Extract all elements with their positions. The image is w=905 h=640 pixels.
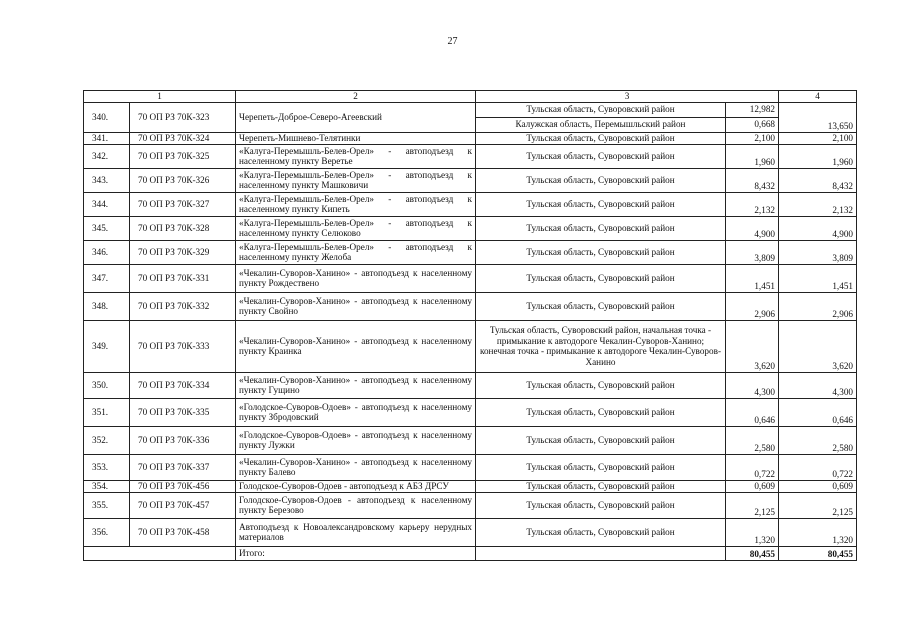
road-region: Тульская область, Суворовский район — [476, 518, 726, 546]
road-total: 0,722 — [779, 454, 857, 480]
row-number: 352. — [84, 426, 130, 454]
road-name: «Калуга-Перемышль-Белев-Орел» - автоподъезд к населенному пункту Желоба — [236, 240, 476, 264]
totals-total: 80,455 — [779, 546, 857, 560]
road-total: 8,432 — [779, 168, 857, 192]
totals-empty-region — [476, 546, 726, 560]
road-length: 1,320 — [726, 518, 779, 546]
road-length: 4,900 — [726, 216, 779, 240]
totals-row — [84, 546, 857, 560]
totals-empty — [84, 546, 236, 560]
road-region: Тульская область, Суворовский район — [476, 132, 726, 144]
road-total: 1,320 — [779, 518, 857, 546]
road-length: 0,722 — [726, 454, 779, 480]
road-length: 2,125 — [726, 492, 779, 518]
row-number: 344. — [84, 192, 130, 216]
road-length: 8,432 — [726, 168, 779, 192]
road-region: Тульская область, Суворовский район — [476, 102, 726, 117]
road-total: 1,451 — [779, 264, 857, 292]
road-region: Тульская область, Суворовский район — [476, 192, 726, 216]
road-total: 2,580 — [779, 426, 857, 454]
road-code: 70 ОП РЗ 70К-337 — [130, 454, 236, 480]
road-total: 4,300 — [779, 372, 857, 398]
road-region: Калужская область, Перемышльский район — [476, 117, 726, 132]
road-name: Черепеть-Мишнево-Телятинки — [236, 132, 476, 144]
road-total: 2,132 — [779, 192, 857, 216]
road-region: Тульская область, Суворовский район — [476, 264, 726, 292]
row-number: 346. — [84, 240, 130, 264]
table-row — [84, 292, 857, 320]
road-code: 70 ОП РЗ 70К-457 — [130, 492, 236, 518]
road-total: 2,906 — [779, 292, 857, 320]
row-number: 341. — [84, 132, 130, 144]
road-length: 0,609 — [726, 480, 779, 492]
road-region: Тульская область, Суворовский район — [476, 454, 726, 480]
road-code: 70 ОП РЗ 70К-333 — [130, 320, 236, 372]
table-row — [84, 398, 857, 426]
road-length: 1,960 — [726, 144, 779, 168]
row-number: 354. — [84, 480, 130, 492]
road-name: «Чекалин-Суворов-Ханино» - автоподъезд к населенному пункту Рождествено — [236, 264, 476, 292]
road-total: 0,646 — [779, 398, 857, 426]
row-number: 343. — [84, 168, 130, 192]
road-code: 70 ОП РЗ 70К-325 — [130, 144, 236, 168]
totals-label: Итого: — [236, 546, 476, 560]
row-number: 355. — [84, 492, 130, 518]
header-col-4: 4 — [779, 91, 857, 103]
table-row — [84, 426, 857, 454]
road-code: 70 ОП РЗ 70К-332 — [130, 292, 236, 320]
road-region: Тульская область, Суворовский район — [476, 292, 726, 320]
road-length: 2,580 — [726, 426, 779, 454]
table-row — [84, 132, 857, 144]
road-total: 2,100 — [779, 132, 857, 144]
road-region: Тульская область, Суворовский район — [476, 426, 726, 454]
road-name: «Калуга-Перемышль-Белев-Орел» - автоподъезд к населенному пункту Машковичи — [236, 168, 476, 192]
road-length: 0,668 — [726, 117, 779, 132]
roads-table — [83, 90, 857, 561]
header-col-3: 3 — [476, 91, 779, 103]
table-row — [84, 144, 857, 168]
table-row — [84, 192, 857, 216]
road-length: 3,620 — [726, 320, 779, 372]
road-total: 0,609 — [779, 480, 857, 492]
road-name: «Чекалин-Суворов-Ханино» - автоподъезд к населенному пункту Свойно — [236, 292, 476, 320]
road-length: 2,906 — [726, 292, 779, 320]
road-code: 70 ОП РЗ 70К-336 — [130, 426, 236, 454]
road-length: 3,809 — [726, 240, 779, 264]
road-code: 70 ОП РЗ 70К-329 — [130, 240, 236, 264]
road-name: «Калуга-Перемышль-Белев-Орел» - автоподъезд к населенному пункту Веретье — [236, 144, 476, 168]
road-name: Голодское-Суворов-Одоев - автоподъезд к АБЗ ДРСУ — [236, 480, 476, 492]
road-region: Тульская область, Суворовский район — [476, 480, 726, 492]
road-name: «Голодское-Суворов-Одоев» - автоподъезд к населенному пункту Збродовский — [236, 398, 476, 426]
road-total: 3,620 — [779, 320, 857, 372]
road-code: 70 ОП РЗ 70К-326 — [130, 168, 236, 192]
table-row — [84, 492, 857, 518]
table-row — [84, 240, 857, 264]
table-row — [84, 320, 857, 372]
row-number: 351. — [84, 398, 130, 426]
road-name: «Чекалин-Суворов-Ханино» - автоподъезд к населенному пункту Краинка — [236, 320, 476, 372]
road-region: Тульская область, Суворовский район, начальная точка - примыкание к автодороге Чекалин-Суворов-Ханино; конечная точка - примыкание к автодороге Чекалин-Суворов-Ханино — [476, 320, 726, 372]
road-code: 70 ОП РЗ 70К-335 — [130, 398, 236, 426]
page-number: 27 — [447, 36, 458, 47]
road-code: 70 ОП РЗ 70К-327 — [130, 192, 236, 216]
row-number: 342. — [84, 144, 130, 168]
road-code: 70 ОП РЗ 70К-323 — [130, 102, 236, 132]
header-row — [84, 91, 857, 103]
road-name: «Калуга-Перемышль-Белев-Орел» - автоподъезд к населенному пункту Селюково — [236, 216, 476, 240]
table-row — [84, 518, 857, 546]
road-length: 4,300 — [726, 372, 779, 398]
road-region: Тульская область, Суворовский район — [476, 168, 726, 192]
row-number: 340. — [84, 102, 130, 132]
row-number: 356. — [84, 518, 130, 546]
road-length: 2,132 — [726, 192, 779, 216]
road-total: 13,650 — [779, 102, 857, 132]
table-row — [84, 216, 857, 240]
header-col-2: 2 — [236, 91, 476, 103]
road-region: Тульская область, Суворовский район — [476, 398, 726, 426]
road-length: 12,982 — [726, 102, 779, 117]
totals-length: 80,455 — [726, 546, 779, 560]
row-number: 345. — [84, 216, 130, 240]
table-row — [84, 480, 857, 492]
road-region: Тульская область, Суворовский район — [476, 240, 726, 264]
road-region: Тульская область, Суворовский район — [476, 144, 726, 168]
road-region: Тульская область, Суворовский район — [476, 492, 726, 518]
road-region: Тульская область, Суворовский район — [476, 372, 726, 398]
road-region: Тульская область, Суворовский район — [476, 216, 726, 240]
road-name: «Калуга-Перемышль-Белев-Орел» - автоподъезд к населенному пункту Кипеть — [236, 192, 476, 216]
row-number: 348. — [84, 292, 130, 320]
road-total: 2,125 — [779, 492, 857, 518]
road-name: «Голодское-Суворов-Одоев» - автоподъезд к населенному пункту Лужки — [236, 426, 476, 454]
row-number: 353. — [84, 454, 130, 480]
row-number: 350. — [84, 372, 130, 398]
road-name: Автоподъезд к Новоалександровскому карьеру нерудных материалов — [236, 518, 476, 546]
road-name: «Чекалин-Суворов-Ханино» - автоподъезд к населенному пункту Балево — [236, 454, 476, 480]
road-code: 70 ОП РЗ 70К-334 — [130, 372, 236, 398]
road-name: «Чекалин-Суворов-Ханино» - автоподъезд к населенному пункту Гущино — [236, 372, 476, 398]
road-total: 4,900 — [779, 216, 857, 240]
road-code: 70 ОП РЗ 70К-324 — [130, 132, 236, 144]
road-code: 70 ОП РЗ 70К-456 — [130, 480, 236, 492]
road-total: 1,960 — [779, 144, 857, 168]
header-col-1: 1 — [84, 91, 236, 103]
table-row — [84, 372, 857, 398]
table-row — [84, 168, 857, 192]
table-row — [84, 102, 857, 117]
road-total: 3,809 — [779, 240, 857, 264]
table-row — [84, 454, 857, 480]
road-length: 2,100 — [726, 132, 779, 144]
row-number: 349. — [84, 320, 130, 372]
road-code: 70 ОП РЗ 70К-331 — [130, 264, 236, 292]
road-length: 1,451 — [726, 264, 779, 292]
table-row — [84, 264, 857, 292]
road-name: Черепеть-Доброе-Северо-Агеевский — [236, 102, 476, 132]
road-length: 0,646 — [726, 398, 779, 426]
row-number: 347. — [84, 264, 130, 292]
road-code: 70 ОП РЗ 70К-328 — [130, 216, 236, 240]
road-name: Голодское-Суворов-Одоев - автоподъезд к населенному пункту Березово — [236, 492, 476, 518]
road-code: 70 ОП РЗ 70К-458 — [130, 518, 236, 546]
